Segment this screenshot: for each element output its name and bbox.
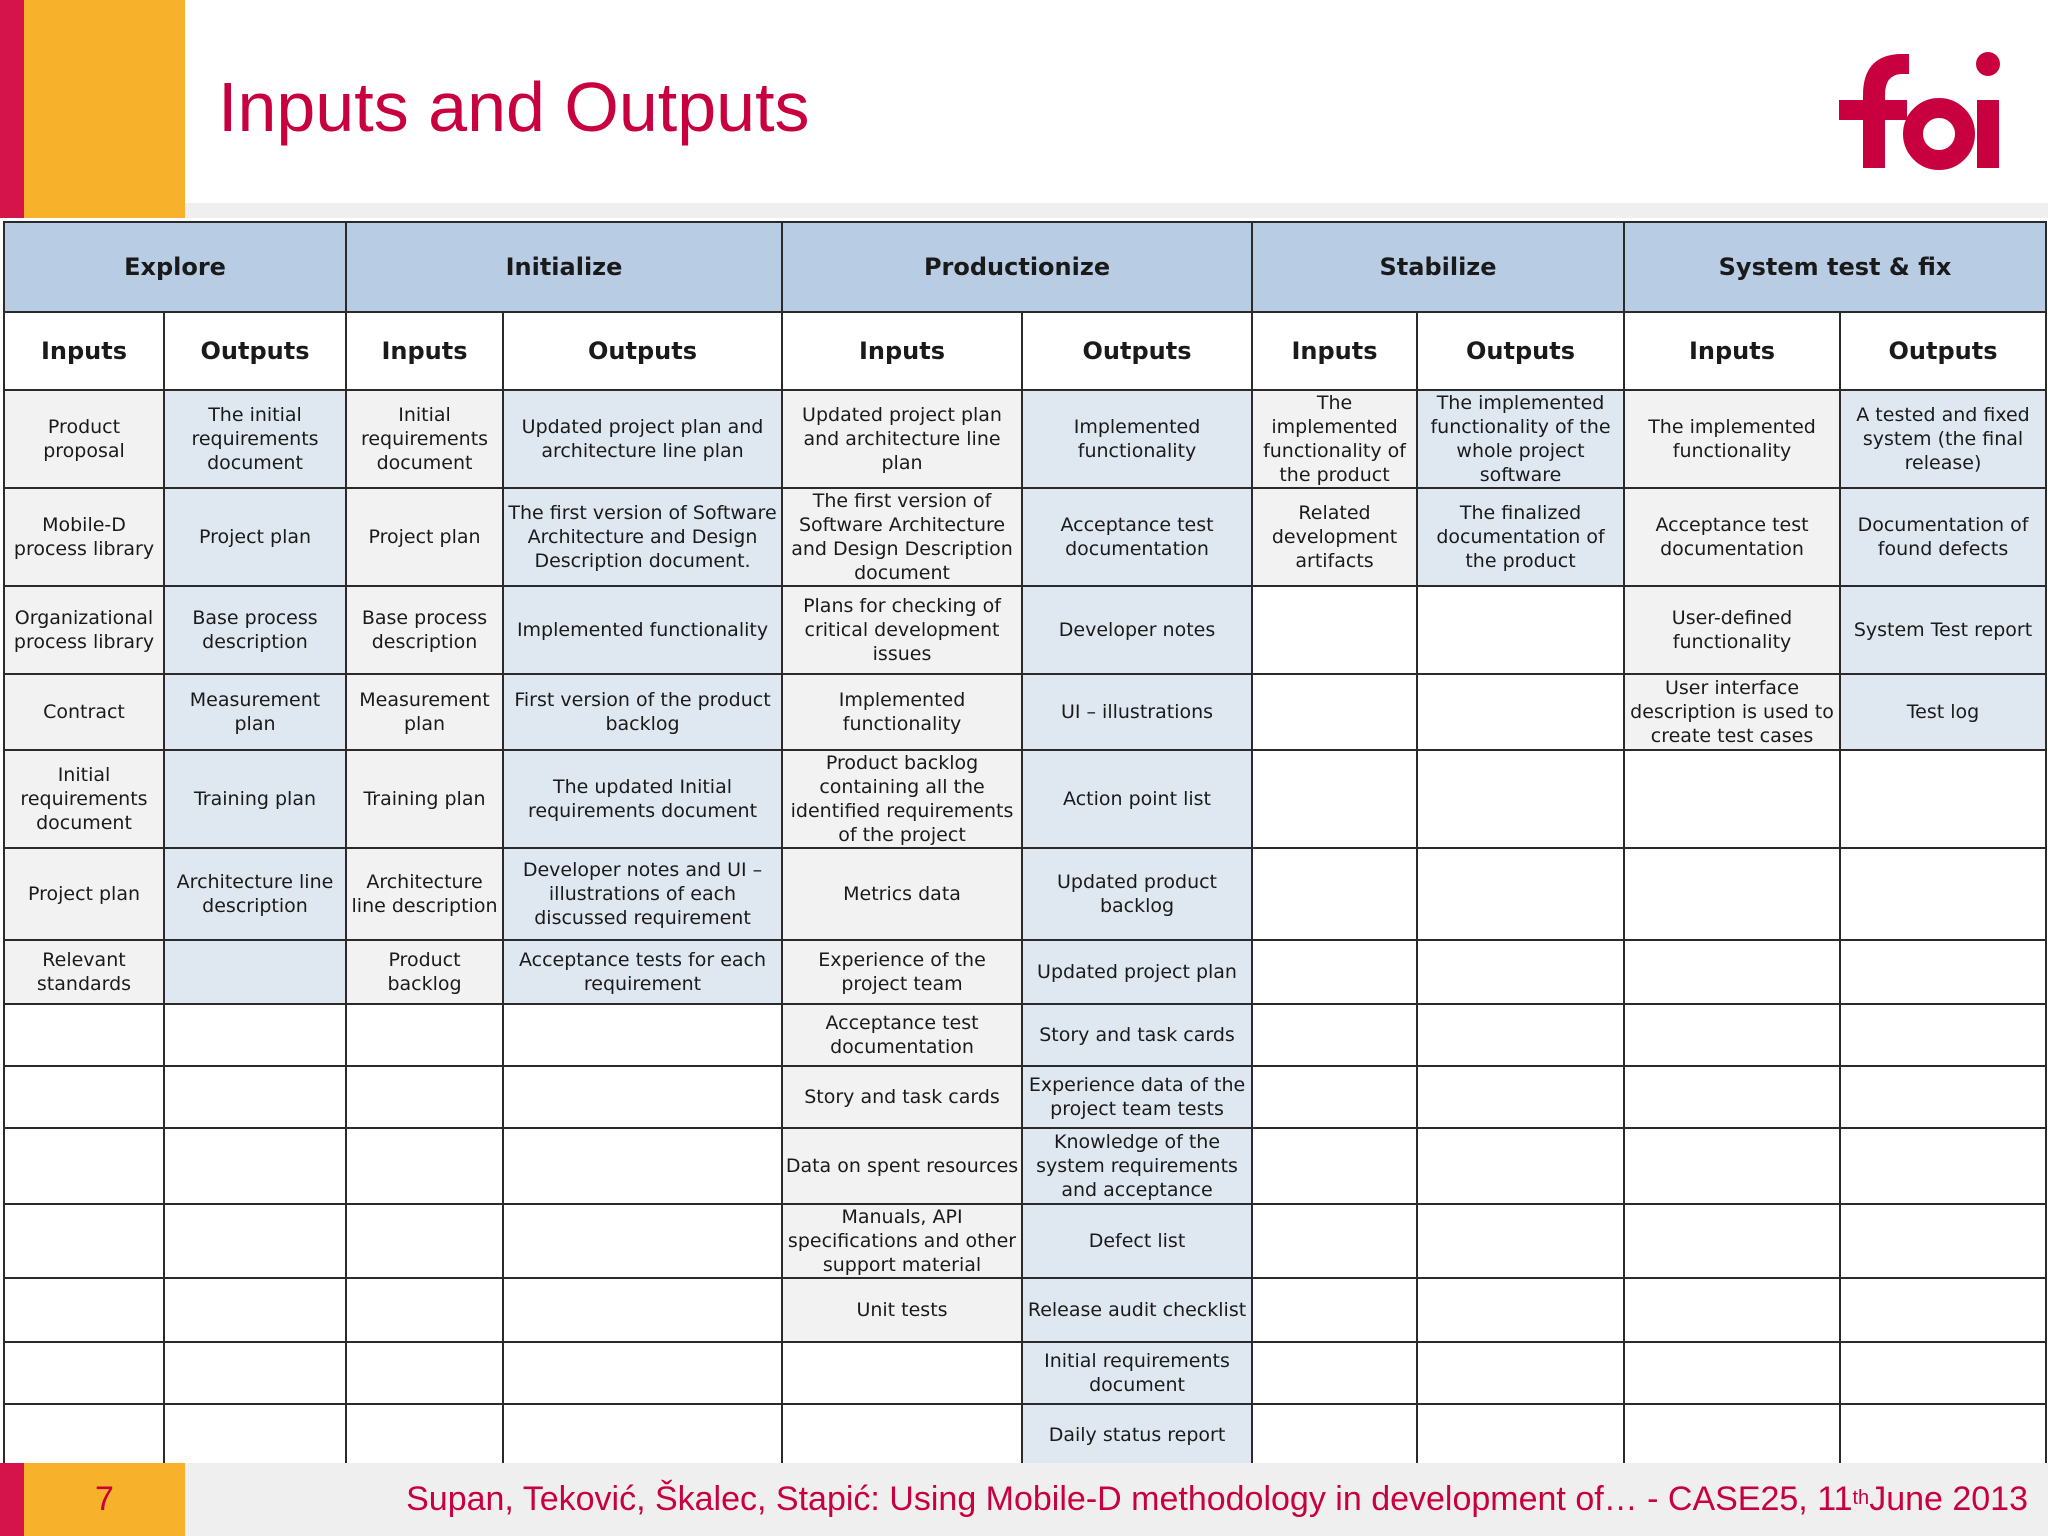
- output-cell: [1840, 1066, 2046, 1128]
- phase-header: System test & fix: [1624, 222, 2046, 312]
- output-cell: [1417, 1278, 1624, 1342]
- input-cell: [4, 1128, 164, 1204]
- input-cell: [346, 1128, 503, 1204]
- footer-citation: Supan, Teković, Škalec, Stapić: Using Mobile-D methodology in development of… - CASE25, 11 $^{th}$ June 2013: [406, 1480, 2028, 1518]
- input-cell: Related development artifacts: [1252, 488, 1417, 586]
- input-cell: Mobile-D process library: [4, 488, 164, 586]
- table-row: [4, 586, 2046, 674]
- header-divider: [185, 203, 2048, 218]
- output-cell: Daily status report: [1022, 1404, 1252, 1466]
- input-cell: [1624, 1004, 1840, 1066]
- footer-citation-main: Supan, Teković, Škalec, Stapić: Using Mobile-D methodology in development of… - CASE25, 11: [406, 1480, 1853, 1518]
- input-cell: Initial requirements document: [4, 750, 164, 848]
- table-row: [4, 1004, 2046, 1066]
- output-cell: System Test report: [1840, 586, 2046, 674]
- phase-header: Initialize: [346, 222, 782, 312]
- output-cell: [164, 940, 346, 1004]
- input-cell: [1252, 1066, 1417, 1128]
- output-cell: UI – illustrations: [1022, 674, 1252, 750]
- table-row: [4, 1342, 2046, 1404]
- input-cell: [1252, 1278, 1417, 1342]
- output-cell: [1840, 1342, 2046, 1404]
- phase-header-row: [4, 222, 2046, 312]
- output-cell: Base process description: [164, 586, 346, 674]
- output-cell: Acceptance tests for each requirement: [503, 940, 782, 1004]
- input-cell: [1624, 750, 1840, 848]
- input-cell: Acceptance test documentation: [782, 1004, 1022, 1066]
- input-cell: [4, 1004, 164, 1066]
- output-cell: Measurement plan: [164, 674, 346, 750]
- output-cell: [1840, 1204, 2046, 1278]
- table-row: [4, 848, 2046, 940]
- output-cell: The first version of Software Architecture and Design Description document.: [503, 488, 782, 586]
- input-cell: [1252, 1342, 1417, 1404]
- input-cell: [1624, 848, 1840, 940]
- output-cell: [1417, 848, 1624, 940]
- output-cell: [503, 1342, 782, 1404]
- input-cell: Architecture line description: [346, 848, 503, 940]
- output-cell: [164, 1066, 346, 1128]
- input-cell: [346, 1342, 503, 1404]
- input-cell: [1252, 1404, 1417, 1466]
- inputs-outputs-table: [3, 221, 2047, 1467]
- output-cell: The implemented functionality of the whole project software: [1417, 390, 1624, 488]
- output-cell: [1417, 1404, 1624, 1466]
- outputs-header: Outputs: [164, 312, 346, 390]
- input-cell: [1624, 1066, 1840, 1128]
- input-cell: Initial requirements document: [346, 390, 503, 488]
- table-row: [4, 674, 2046, 750]
- output-cell: Experience data of the project team tests: [1022, 1066, 1252, 1128]
- output-cell: [503, 1004, 782, 1066]
- output-cell: The finalized documentation of the product: [1417, 488, 1624, 586]
- output-cell: Test log: [1840, 674, 2046, 750]
- input-cell: [4, 1204, 164, 1278]
- input-cell: [4, 1404, 164, 1466]
- input-cell: [346, 1404, 503, 1466]
- output-cell: Initial requirements document: [1022, 1342, 1252, 1404]
- input-cell: [4, 1066, 164, 1128]
- input-cell: Product backlog: [346, 940, 503, 1004]
- output-cell: [1417, 750, 1624, 848]
- input-cell: [346, 1278, 503, 1342]
- output-cell: [1840, 1128, 2046, 1204]
- input-cell: Organizational process library: [4, 586, 164, 674]
- input-cell: [1252, 674, 1417, 750]
- output-cell: First version of the product backlog: [503, 674, 782, 750]
- input-cell: The implemented functionality of the product: [1252, 390, 1417, 488]
- output-cell: [1417, 1204, 1624, 1278]
- input-cell: The first version of Software Architecture and Design Description document: [782, 488, 1022, 586]
- input-cell: Training plan: [346, 750, 503, 848]
- input-cell: Manuals, API specifications and other support material: [782, 1204, 1022, 1278]
- input-cell: Metrics data: [782, 848, 1022, 940]
- inputs-header: Inputs: [782, 312, 1022, 390]
- inputs-header: Inputs: [4, 312, 164, 390]
- input-cell: Data on spent resources: [782, 1128, 1022, 1204]
- foi-logo: [1825, 40, 2015, 180]
- output-cell: [1417, 940, 1624, 1004]
- output-cell: Defect list: [1022, 1204, 1252, 1278]
- output-cell: [503, 1066, 782, 1128]
- input-cell: [1252, 848, 1417, 940]
- input-cell: [4, 1278, 164, 1342]
- input-cell: [1252, 586, 1417, 674]
- outputs-header: Outputs: [1417, 312, 1624, 390]
- input-cell: Project plan: [346, 488, 503, 586]
- output-cell: Training plan: [164, 750, 346, 848]
- input-cell: [1252, 1204, 1417, 1278]
- output-cell: Updated project plan and architecture line plan: [503, 390, 782, 488]
- output-cell: Updated project plan: [1022, 940, 1252, 1004]
- output-cell: A tested and fixed system (the final release): [1840, 390, 2046, 488]
- left-accent-bar: [0, 0, 24, 218]
- input-cell: Implemented functionality: [782, 674, 1022, 750]
- table-row: [4, 1204, 2046, 1278]
- slide-title: Inputs and Outputs: [218, 68, 810, 146]
- input-cell: Plans for checking of critical development issues: [782, 586, 1022, 674]
- table-row: [4, 1278, 2046, 1342]
- input-cell: [1624, 1404, 1840, 1466]
- input-cell: [1624, 1342, 1840, 1404]
- outputs-header: Outputs: [503, 312, 782, 390]
- output-cell: Project plan: [164, 488, 346, 586]
- input-cell: User-defined functionality: [1624, 586, 1840, 674]
- input-cell: Product backlog containing all the identified requirements of the project: [782, 750, 1022, 848]
- input-cell: Project plan: [4, 848, 164, 940]
- input-cell: Contract: [4, 674, 164, 750]
- output-cell: Architecture line description: [164, 848, 346, 940]
- input-cell: [1624, 1278, 1840, 1342]
- output-cell: [503, 1204, 782, 1278]
- output-cell: [164, 1204, 346, 1278]
- inputs-header: Inputs: [1252, 312, 1417, 390]
- outputs-header: Outputs: [1840, 312, 2046, 390]
- page-number: 7: [95, 1480, 114, 1518]
- input-cell: [346, 1066, 503, 1128]
- output-cell: Developer notes: [1022, 586, 1252, 674]
- output-cell: [1417, 674, 1624, 750]
- input-cell: Measurement plan: [346, 674, 503, 750]
- outputs-header: Outputs: [1022, 312, 1252, 390]
- output-cell: Release audit checklist: [1022, 1278, 1252, 1342]
- output-cell: Story and task cards: [1022, 1004, 1252, 1066]
- table-row: [4, 1066, 2046, 1128]
- footer-citation-end: June 2013: [1869, 1480, 2028, 1518]
- inputs-header: Inputs: [1624, 312, 1840, 390]
- table-row: [4, 1128, 2046, 1204]
- output-cell: Implemented functionality: [1022, 390, 1252, 488]
- output-cell: [1840, 1004, 2046, 1066]
- corner-gold-block: [24, 0, 185, 218]
- output-cell: [164, 1128, 346, 1204]
- input-cell: [782, 1404, 1022, 1466]
- output-cell: [164, 1278, 346, 1342]
- output-cell: Developer notes and UI – illustrations of each discussed requirement: [503, 848, 782, 940]
- output-cell: [1417, 1066, 1624, 1128]
- inputs-header: Inputs: [346, 312, 503, 390]
- table-row: [4, 1404, 2046, 1466]
- table-row: [4, 390, 2046, 488]
- input-cell: [346, 1204, 503, 1278]
- output-cell: [503, 1278, 782, 1342]
- output-cell: [1417, 1004, 1624, 1066]
- phase-header: Stabilize: [1252, 222, 1624, 312]
- input-cell: [1252, 1128, 1417, 1204]
- output-cell: Knowledge of the system requirements and acceptance: [1022, 1128, 1252, 1204]
- input-cell: User interface description is used to create test cases: [1624, 674, 1840, 750]
- input-cell: [1252, 1004, 1417, 1066]
- output-cell: [164, 1404, 346, 1466]
- output-cell: [1840, 848, 2046, 940]
- input-cell: [346, 1004, 503, 1066]
- output-cell: [164, 1342, 346, 1404]
- input-cell: [1624, 1204, 1840, 1278]
- output-cell: [503, 1128, 782, 1204]
- input-cell: The implemented functionality: [1624, 390, 1840, 488]
- phase-header: Productionize: [782, 222, 1252, 312]
- input-cell: [1624, 940, 1840, 1004]
- input-cell: Updated project plan and architecture line plan: [782, 390, 1022, 488]
- output-cell: [164, 1004, 346, 1066]
- input-cell: Experience of the project team: [782, 940, 1022, 1004]
- output-cell: Acceptance test documentation: [1022, 488, 1252, 586]
- input-cell: Unit tests: [782, 1278, 1022, 1342]
- input-cell: Acceptance test documentation: [1624, 488, 1840, 586]
- phase-header: Explore: [4, 222, 346, 312]
- table-row: [4, 940, 2046, 1004]
- output-cell: [1840, 940, 2046, 1004]
- input-cell: Story and task cards: [782, 1066, 1022, 1128]
- input-cell: [1252, 940, 1417, 1004]
- output-cell: [1840, 750, 2046, 848]
- footer-accent-bar: [0, 1463, 24, 1536]
- input-cell: [4, 1342, 164, 1404]
- output-cell: Implemented functionality: [503, 586, 782, 674]
- output-cell: Action point list: [1022, 750, 1252, 848]
- output-cell: [1417, 1342, 1624, 1404]
- output-cell: [1840, 1404, 2046, 1466]
- input-cell: Product proposal: [4, 390, 164, 488]
- output-cell: The initial requirements document: [164, 390, 346, 488]
- output-cell: Updated product backlog: [1022, 848, 1252, 940]
- output-cell: [503, 1404, 782, 1466]
- output-cell: [1840, 1278, 2046, 1342]
- output-cell: The updated Initial requirements document: [503, 750, 782, 848]
- input-cell: Relevant standards: [4, 940, 164, 1004]
- output-cell: [1417, 1128, 1624, 1204]
- input-cell: [1624, 1128, 1840, 1204]
- input-cell: [782, 1342, 1022, 1404]
- input-cell: Base process description: [346, 586, 503, 674]
- table-row: [4, 750, 2046, 848]
- io-header-row: [4, 312, 2046, 390]
- output-cell: [1417, 586, 1624, 674]
- input-cell: [1252, 750, 1417, 848]
- table-row: [4, 488, 2046, 586]
- output-cell: Documentation of found defects: [1840, 488, 2046, 586]
